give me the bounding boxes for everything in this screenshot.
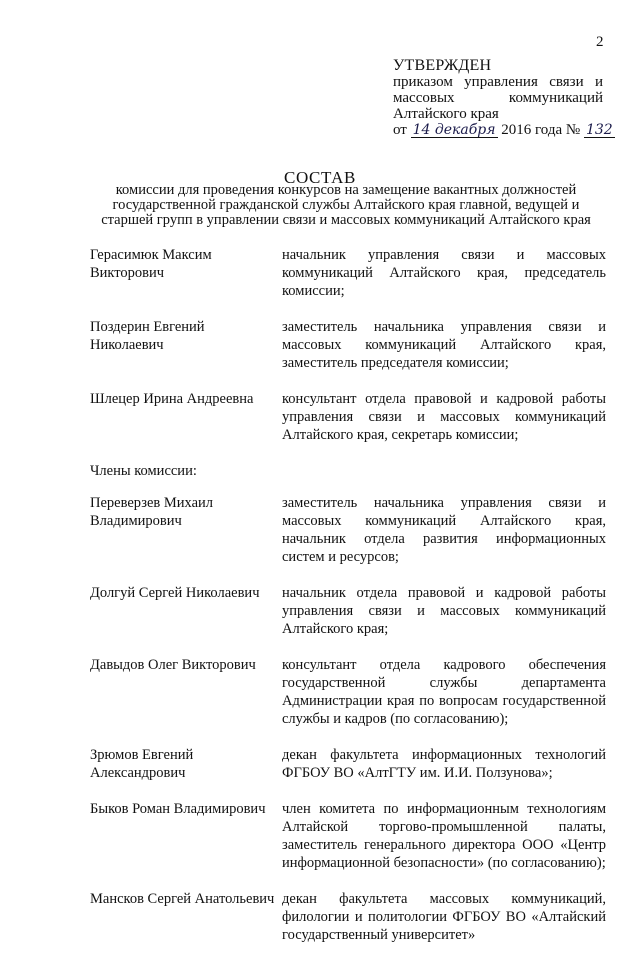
- approval-text: приказом управления связи и массовых коммуникаций Алтайского края: [393, 74, 603, 122]
- member-name: Зрюмов Евгений Александрович: [90, 747, 194, 781]
- approval-title: УТВЕРЖДЕН: [393, 57, 492, 74]
- page-number: 2: [596, 34, 604, 50]
- member-name: Давыдов Олег Викторович: [90, 657, 256, 673]
- member-role: декан факультета информационных технологий ФГБОУ ВО «АлтГТУ им. И.И. Ползунова»;: [282, 747, 606, 781]
- handwritten-date: 14 декабря: [412, 122, 496, 138]
- list-item: [90, 390, 606, 444]
- commission-list: [90, 246, 606, 962]
- member-name: Мансков Сергей Анатольевич: [90, 891, 275, 907]
- member-role: консультант отдела правовой и кадровой работы управления связи и массовых коммуникаций Алтайского края, секретарь комиссии;: [282, 391, 606, 443]
- member-role: член комитета по информационным технологиям Алтайской торгово-промышленной палаты, заместитель генерального директора ООО «Центр информационной безопасности» (по согласованию);: [282, 801, 606, 871]
- member-name: Поздерин Евгений Николаевич: [90, 319, 205, 353]
- member-name: Быков Роман Владимирович: [90, 801, 266, 817]
- list-item: [90, 246, 606, 300]
- list-item: [90, 318, 606, 372]
- order-line: [393, 122, 613, 138]
- members-label: Члены комиссии:: [90, 463, 197, 479]
- member-name: Долгуй Сергей Николаевич: [90, 585, 260, 601]
- list-item: [90, 800, 606, 872]
- document-subtitle: комиссии для проведения конкурсов на замещение вакантных должностей государственной гражданской службы Алтайского края главной, ведущей и старшей групп в управлении связи и массовых коммуникаций Алтайского края: [101, 182, 591, 228]
- list-item: [90, 656, 606, 728]
- list-item: [90, 494, 606, 566]
- member-name: Шлецер Ирина Андреевна: [90, 391, 254, 407]
- list-item: [90, 584, 606, 638]
- member-role: консультант отдела кадрового обеспечения государственной службы департамента Администрации края по вопросам государственной службы и кадров (по согласованию);: [282, 657, 606, 727]
- date-prefix: от: [393, 122, 407, 138]
- member-role: начальник управления связи и массовых коммуникаций Алтайского края, председатель комиссии;: [282, 247, 606, 299]
- member-role: заместитель начальника управления связи и массовых коммуникаций Алтайского края, заместитель председателя комиссии;: [282, 319, 606, 371]
- member-name: Переверзев Михаил Владимирович: [90, 495, 213, 529]
- list-item: [90, 746, 606, 782]
- year-text: 2016 года №: [501, 122, 581, 138]
- member-name: Герасимюк Максим Викторович: [90, 247, 212, 281]
- member-role: декан факультета массовых коммуникаций, филологии и политологии ФГБОУ ВО «Алтайский государственный университет»: [282, 891, 606, 943]
- approval-block: [393, 57, 613, 138]
- list-item: [90, 890, 606, 944]
- handwritten-order-number: 132: [585, 122, 613, 138]
- member-role: заместитель начальника управления связи и массовых коммуникаций Алтайского края, начальник отдела развития информационных систем и ресурсов;: [282, 495, 606, 565]
- document-title: СОСТАВ: [284, 168, 356, 187]
- member-role: начальник отдела правовой и кадровой работы управления связи и массовых коммуникаций Алтайского края;: [282, 585, 606, 637]
